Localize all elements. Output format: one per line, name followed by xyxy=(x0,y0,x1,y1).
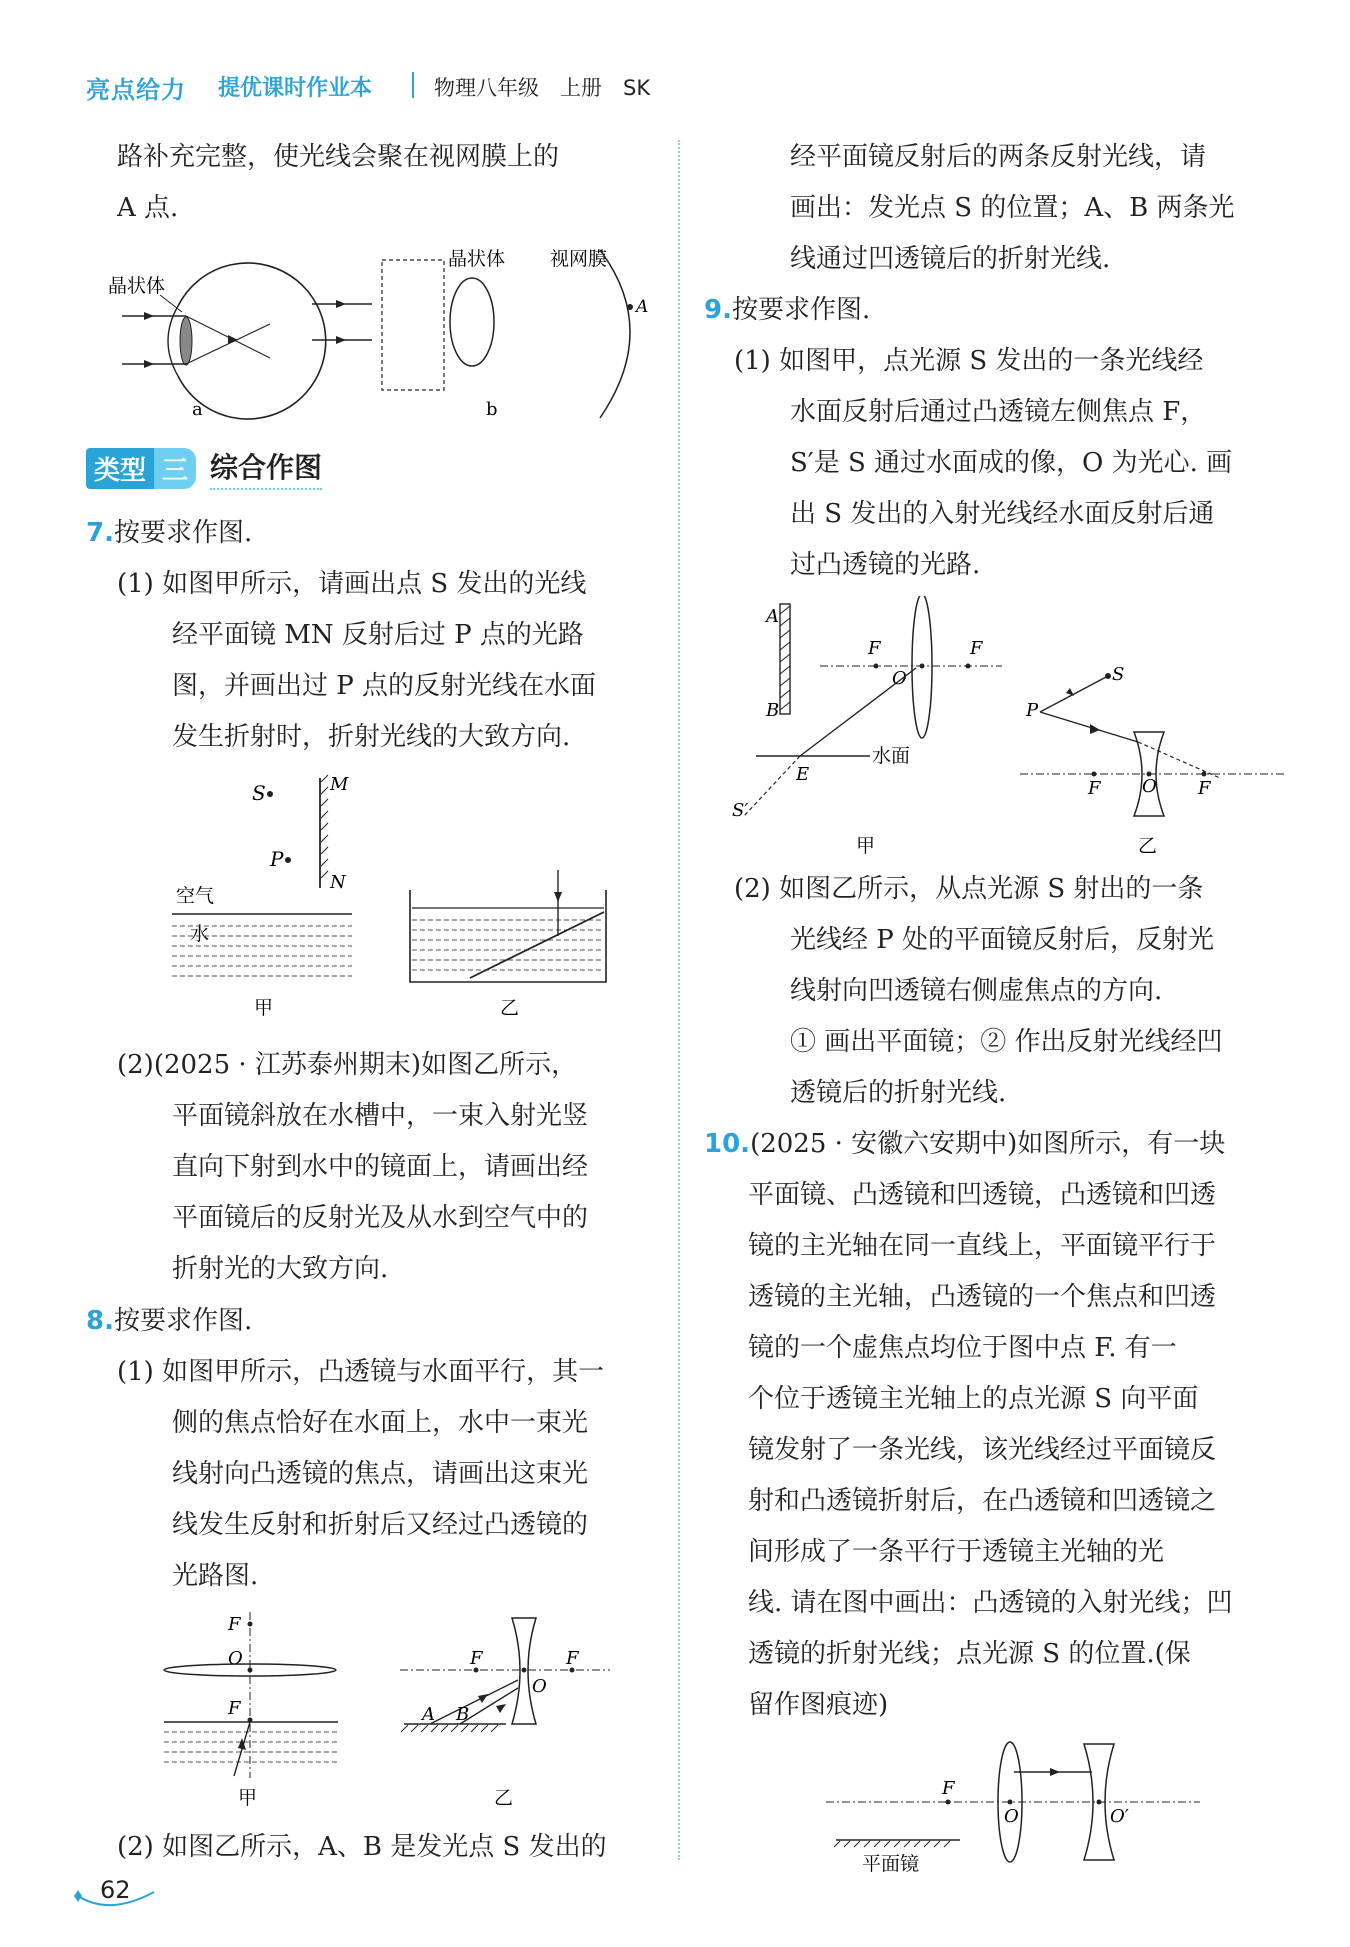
q10-line7: 镜发射了一条光线，该光线经过平面镜反 xyxy=(748,1435,1217,1465)
q8-fig-F4: F xyxy=(566,1648,579,1669)
q8-fig-caption1: 甲 xyxy=(238,1787,258,1809)
q8-cont-line1: 经平面镜反射后的两条反射光线，请 xyxy=(790,142,1207,172)
header-brand: 亮点给力 xyxy=(86,76,186,104)
q9-p2-line2: 光线经 P 处的平面镜反射后，反射光 xyxy=(790,925,1215,955)
q7-stem-text: 按要求作图. xyxy=(113,518,253,548)
q9-fig-P: P xyxy=(1026,700,1039,721)
q9-p1-line2: 水面反射后通过凸透镜左侧焦点 F， xyxy=(790,397,1207,427)
fig-b-retina-label: 视网膜 xyxy=(550,248,608,270)
q7-fig-M: M xyxy=(330,774,349,795)
q9-fig-F2: F xyxy=(970,638,983,659)
q10-fig-O-prime: O′ xyxy=(1110,1806,1129,1827)
q9-p1-line1: (1) 如图甲，点光源 S 发出的一条光线经 xyxy=(734,346,1204,376)
q8-p1-line5: 光路图. xyxy=(172,1561,259,1591)
q9-fig-E: E xyxy=(796,764,810,785)
section-tag-number: 三 xyxy=(154,448,196,489)
q10-fig-F: F xyxy=(942,1778,955,1799)
q8-fig-B: B xyxy=(456,1704,470,1725)
q8-number: 8. xyxy=(86,1306,114,1336)
fig-b-lens-label: 晶状体 xyxy=(448,248,506,270)
q10-line6: 个位于透镜主光轴上的点光源 S 向平面 xyxy=(748,1384,1199,1414)
q10-fig-mirror-label: 平面镜 xyxy=(862,1853,920,1875)
section-title: 综合作图 xyxy=(210,446,322,490)
section-tag: 类型 xyxy=(86,448,154,489)
q8-fig-O1: O xyxy=(228,1648,243,1669)
q9-p2-line5: 透镜后的折射光线. xyxy=(790,1078,1007,1108)
q10-number: 10. xyxy=(704,1129,751,1159)
fig-b-caption: b xyxy=(486,399,498,420)
q7-p1-line1: (1) 如图甲所示，请画出点 S 发出的光线 xyxy=(117,569,587,599)
q7-p2-line1: (2)(2025 · 江苏泰州期末)如图乙所示， xyxy=(117,1050,578,1080)
q8-fig-F3: F xyxy=(470,1648,483,1669)
q9-p1-line5: 过凸透镜的光路. xyxy=(790,550,981,580)
q8-fig-A: A xyxy=(422,1704,435,1725)
q9-fig-O2: O xyxy=(1142,776,1157,797)
q9-number: 9. xyxy=(704,295,732,325)
q7-fig-air: 空气 xyxy=(176,885,215,907)
header-separator xyxy=(412,72,414,98)
q7-figure xyxy=(160,770,620,1030)
q10-line9: 间形成了一条平行于透镜主光轴的光 xyxy=(748,1537,1165,1567)
q7-p2-line5: 折射光的大致方向. xyxy=(172,1254,389,1284)
q9-fig-A: A xyxy=(766,606,779,627)
q8-fig-F1: F xyxy=(228,1614,241,1635)
q10-line10: 线. 请在图中画出：凸透镜的入射光线；凹 xyxy=(748,1588,1233,1618)
q10-line1-text: (2025 · 安徽六安期中)如图所示，有一块 xyxy=(750,1129,1226,1159)
q9-p1-line4: 出 S 发出的入射光线经水面反射后通 xyxy=(790,499,1215,529)
fig-b-point-label: A xyxy=(636,297,649,317)
fig-a-lens-label: 晶状体 xyxy=(108,275,166,297)
q10-fig-O: O xyxy=(1004,1806,1019,1827)
q10-line8: 射和凸透镜折射后，在凸透镜和凹透镜之 xyxy=(748,1486,1217,1516)
q7-p2-line3: 直向下射到水中的镜面上，请画出经 xyxy=(172,1152,589,1182)
q9-figure xyxy=(720,596,1290,866)
q10-line5: 镜的一个虚焦点均位于图中点 F. 有一 xyxy=(748,1333,1177,1363)
q7-p2-line2: 平面镜斜放在水槽中，一束入射光竖 xyxy=(172,1101,589,1131)
q9-fig-water: 水面 xyxy=(872,745,911,767)
section-heading xyxy=(86,446,322,490)
q9-p2-line1: (2) 如图乙所示，从点光源 S 射出的一条 xyxy=(734,874,1204,904)
left-cont-line2: A 点. xyxy=(117,193,179,223)
q7-p1-line3: 图，并画出过 P 点的反射光线在水面 xyxy=(172,671,597,701)
left-cont-line1: 路补充完整，使光线会聚在视网膜上的 xyxy=(117,142,560,172)
q9-stem-text: 按要求作图. xyxy=(731,295,871,325)
q9-fig-caption1: 甲 xyxy=(856,835,876,857)
q9-p2-line4: ① 画出平面镜；② 作出反射光线经凹 xyxy=(790,1027,1223,1057)
q7-fig-N: N xyxy=(330,872,346,893)
q9-fig-F4: F xyxy=(1198,778,1211,799)
q8-fig-O2: O xyxy=(532,1676,547,1697)
q9-fig-F1: F xyxy=(868,638,881,659)
q9-p2-line3: 线射向凹透镜右侧虚焦点的方向. xyxy=(790,976,1163,1006)
q10-line4: 透镜的主光轴，凸透镜的一个焦点和凹透 xyxy=(748,1282,1217,1312)
q9-fig-caption2: 乙 xyxy=(1138,835,1158,857)
q9-p1-line3: S′是 S 通过水面成的像，O 为光心. 画 xyxy=(790,448,1233,478)
q7-stem xyxy=(86,508,252,559)
q8-stem xyxy=(86,1296,252,1347)
q8-p1-line4: 线发生反射和折射后又经过凸透镜的 xyxy=(172,1510,589,1540)
q9-fig-B: B xyxy=(766,700,780,721)
q8-fig-F2: F xyxy=(228,1698,241,1719)
header-subtitle: 提优课时作业本 xyxy=(218,76,373,101)
q9-fig-O: O xyxy=(892,668,907,689)
q7-p1-line4: 发生折射时，折射光线的大致方向. xyxy=(172,722,571,752)
q10-figure xyxy=(820,1730,1210,1880)
q7-fig-water: 水 xyxy=(190,923,210,945)
q10-line1 xyxy=(704,1119,1225,1170)
q7-fig-caption1: 甲 xyxy=(254,997,274,1019)
q9-fig-F3: F xyxy=(1088,778,1101,799)
q7-p1-line2: 经平面镜 MN 反射后过 P 点的光路 xyxy=(172,620,584,650)
header-subject: 物理八年级 上册 SK xyxy=(434,76,651,100)
eye-figure xyxy=(100,240,680,430)
q7-fig-S: S xyxy=(252,781,266,805)
q9-fig-S: S xyxy=(1112,664,1125,685)
q7-fig-P: P xyxy=(270,847,284,871)
q10-line11: 透镜的折射光线；点光源 S 的位置.(保 xyxy=(748,1639,1191,1669)
page-number: 62 xyxy=(100,1876,131,1904)
q10-line2: 平面镜、凸透镜和凹透镜，凸透镜和凹透 xyxy=(748,1180,1217,1210)
q8-fig-caption2: 乙 xyxy=(494,1787,514,1809)
q7-fig-caption2: 乙 xyxy=(500,997,520,1019)
q8-p1-line1: (1) 如图甲所示，凸透镜与水面平行，其一 xyxy=(117,1357,605,1387)
q8-stem-text: 按要求作图. xyxy=(113,1306,253,1336)
q8-cont-line3: 线通过凹透镜后的折射光线. xyxy=(790,244,1111,274)
q9-stem xyxy=(704,285,870,336)
q7-number: 7. xyxy=(86,518,114,548)
q8-p1-line2: 侧的焦点恰好在水面上，水中一束光 xyxy=(172,1408,589,1438)
q8-p2-line1: (2) 如图乙所示，A、B 是发光点 S 发出的 xyxy=(117,1832,607,1862)
q8-cont-line2: 画出：发光点 S 的位置；A、B 两条光 xyxy=(790,193,1235,223)
q9-fig-S-prime: S′ xyxy=(732,800,749,821)
q10-line3: 镜的主光轴在同一直线上，平面镜平行于 xyxy=(748,1231,1217,1261)
q10-line12: 留作图痕迹) xyxy=(748,1690,889,1720)
q7-p2-line4: 平面镜后的反射光及从水到空气中的 xyxy=(172,1203,589,1233)
q8-p1-line3: 线射向凸透镜的焦点，请画出这束光 xyxy=(172,1459,589,1489)
q8-figure xyxy=(160,1608,630,1818)
fig-a-caption: a xyxy=(192,399,203,420)
